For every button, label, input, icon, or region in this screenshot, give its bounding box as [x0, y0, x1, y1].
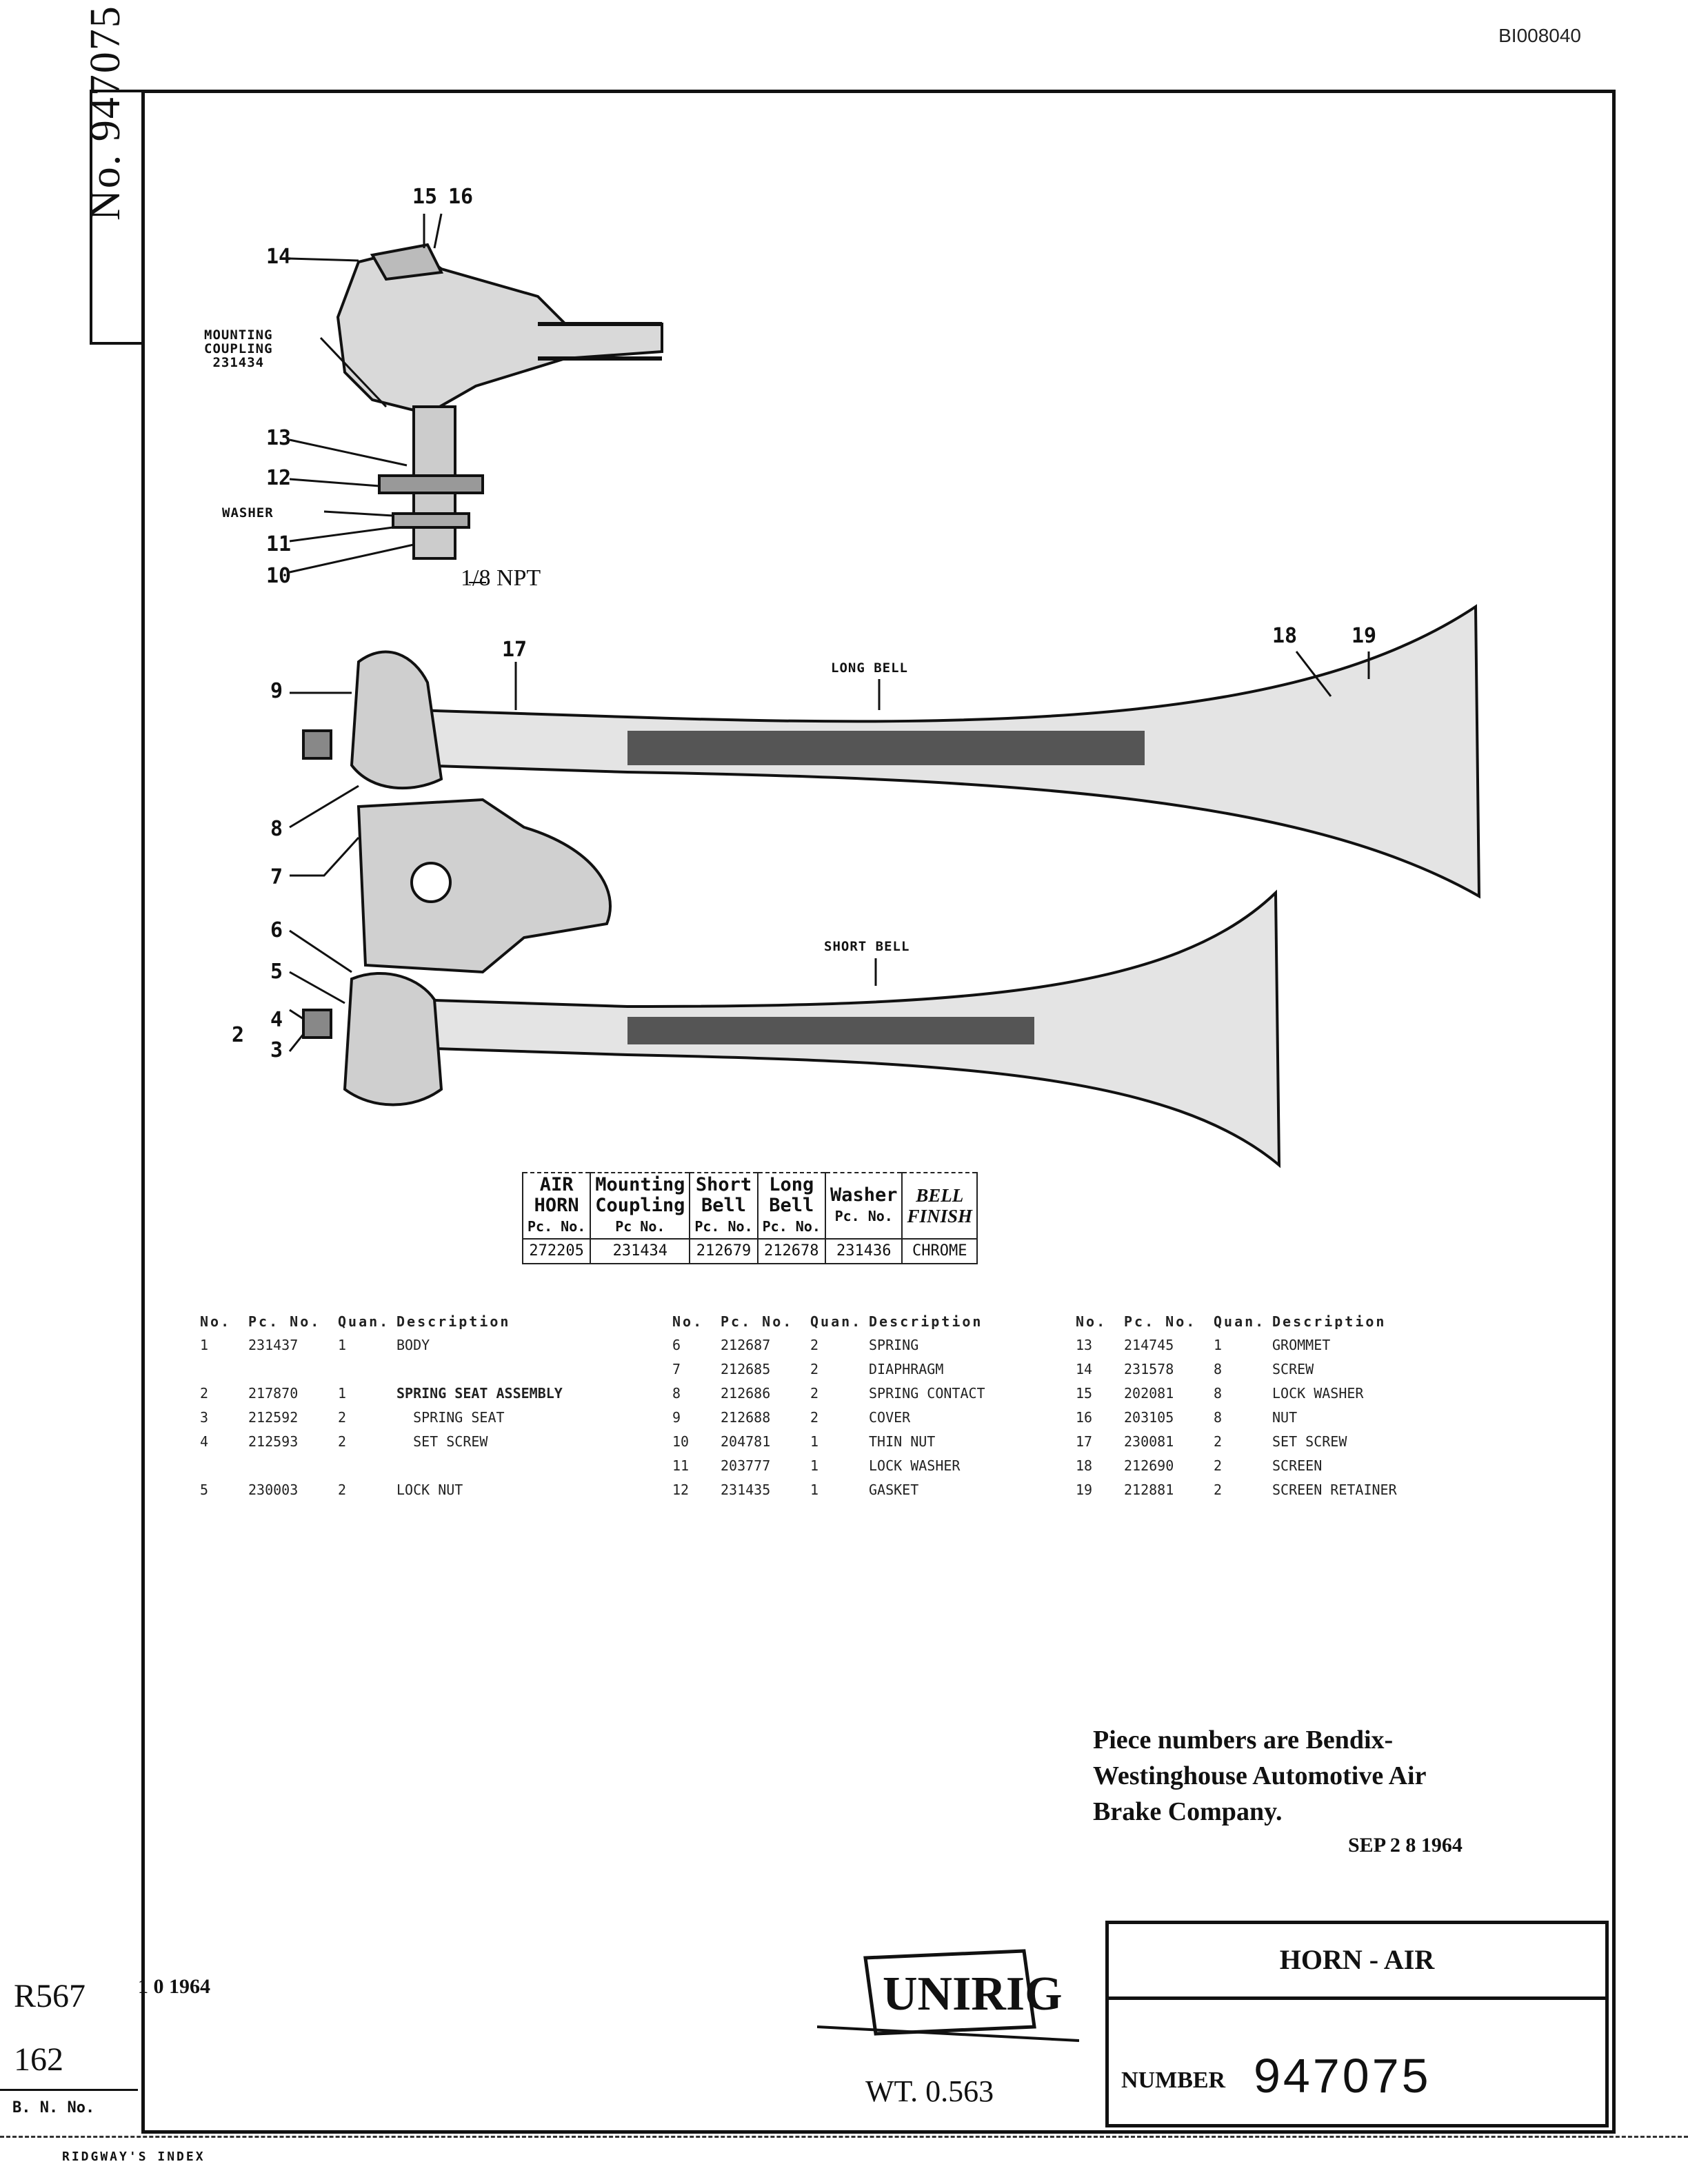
parts-list-col-1	[200, 1313, 624, 1506]
parts-row: 9 212688 2 COVER	[672, 1409, 911, 1426]
callout-19: 19	[1352, 624, 1377, 648]
pn-value-mounting: 231434	[590, 1239, 690, 1264]
parts-row	[200, 1457, 624, 1482]
pn-header-bell-finish: BELL FINISH	[902, 1173, 977, 1239]
pn-value-long-bell: 212678	[758, 1239, 825, 1264]
callout-5: 5	[270, 960, 283, 984]
callout-8: 8	[270, 817, 283, 841]
long-bell-shade	[627, 731, 1145, 765]
part-number-table	[522, 1172, 978, 1264]
drawing-title: HORN - AIR	[1279, 1944, 1435, 1975]
parts-row	[200, 1361, 624, 1385]
washer-label: WASHER	[222, 505, 274, 520]
parts-row: 15 202081 8 LOCK WASHER	[1076, 1385, 1364, 1402]
document-id: BI008040	[1498, 25, 1581, 46]
short-bell-shade	[627, 1017, 1034, 1044]
callout-10: 10	[266, 564, 292, 588]
parts-header: No. Pc. No. Quan. Description	[200, 1313, 511, 1330]
callout-4: 4	[270, 1008, 283, 1032]
callout-14: 14	[266, 245, 292, 269]
parts-row: 12 231435 1 GASKET	[672, 1482, 919, 1498]
parts-row: 10 204781 1 THIN NUT	[672, 1433, 936, 1450]
washer	[393, 514, 469, 527]
revision-mark-2: 162	[14, 2041, 63, 2078]
parts-row: 3 212592 2 SPRING SEAT	[200, 1409, 505, 1426]
parts-header: No. Pc. No. Quan. Description	[672, 1313, 983, 1330]
parts-list-col-3	[1076, 1313, 1500, 1506]
left-date: 1 0 1964	[138, 1975, 210, 1998]
callout-11: 11	[266, 532, 292, 556]
long-bell-label: LONG BELL	[831, 660, 908, 676]
callout-16: 16	[448, 185, 474, 209]
callout-17: 17	[502, 638, 528, 662]
pn-header-long-bell: Long Bell Pc. No.	[758, 1173, 825, 1239]
mounting-coupling-label: MOUNTING COUPLING 231434	[204, 327, 273, 370]
parts-row: 18 212690 2 SCREEN	[1076, 1457, 1323, 1474]
side-number: No. 947075	[82, 5, 129, 221]
bn-rule	[0, 2089, 138, 2091]
parts-row: 8 212686 2 SPRING CONTACT	[672, 1385, 985, 1402]
valve-cap	[372, 245, 441, 279]
date-stamp: SEP 2 8 1964	[1348, 1834, 1463, 1857]
parts-row: 5 230003 2 LOCK NUT	[200, 1482, 463, 1498]
callout-7: 7	[270, 865, 283, 889]
callout-15: 15	[412, 185, 438, 209]
npt-label: 1/8 NPT	[461, 565, 541, 591]
parts-row: 2 217870 1 SPRING SEAT ASSEMBLY	[200, 1385, 563, 1402]
bottom-rule	[0, 2136, 1688, 2138]
pn-header-air-horn: AIR HORN Pc. No.	[523, 1173, 590, 1239]
adjust-screw-lower	[303, 1010, 331, 1038]
pn-value-air-horn: 272205	[523, 1239, 590, 1264]
title-block	[1105, 1921, 1609, 2127]
piece-numbers-note: Piece numbers are Bendix- Westinghouse Automotive Air Brake Company.	[1093, 1726, 1427, 1826]
pn-header-washer: Washer Pc. No.	[825, 1173, 903, 1239]
drawing-number: 947075	[1254, 2049, 1431, 2103]
stamp-text: UNIRIG	[883, 1968, 1063, 2021]
pn-header-short-bell: Short Bell Pc. No.	[690, 1173, 757, 1239]
callout-6: 6	[270, 918, 283, 942]
parts-row: 11 203777 1 LOCK WASHER	[672, 1457, 961, 1474]
weight: WT. 0.563	[865, 2074, 994, 2108]
parts-row: 16 203105 8 NUT	[1076, 1409, 1298, 1426]
pn-value-finish: CHROME	[902, 1239, 977, 1264]
parts-row: 13 214745 1 GROMMET	[1076, 1337, 1331, 1353]
title-divider	[1109, 1996, 1605, 2000]
horn-bracket	[359, 800, 610, 972]
pn-value-washer: 231436	[825, 1239, 903, 1264]
adjust-screw-upper	[303, 731, 331, 758]
parts-row: 7 212685 2 DIAPHRAGM	[672, 1361, 944, 1377]
revision-mark-1: R567	[14, 1978, 86, 2014]
callout-18: 18	[1272, 624, 1298, 648]
stem-flange	[379, 476, 483, 493]
callout-9: 9	[270, 679, 283, 703]
parts-row: 14 231578 8 SCREW	[1076, 1361, 1314, 1377]
parts-row: 4 212593 2 SET SCREW	[200, 1433, 488, 1450]
pn-header-mounting: Mounting Coupling Pc No.	[590, 1173, 690, 1239]
horn-head-lower	[345, 973, 441, 1105]
parts-row: 17 230081 2 SET SCREW	[1076, 1433, 1347, 1450]
parts-row: 19 212881 2 SCREEN RETAINER	[1076, 1482, 1397, 1498]
parts-row: 1 231437 1 BODY	[200, 1337, 430, 1353]
pn-value-short-bell: 212679	[690, 1239, 757, 1264]
horn-head-upper	[352, 652, 441, 789]
number-label: NUMBER	[1121, 2067, 1226, 2093]
short-bell-label: SHORT BELL	[824, 939, 910, 954]
parts-list-col-2	[672, 1313, 1096, 1506]
callout-13: 13	[266, 426, 292, 450]
parts-row: 6 212687 2 SPRING	[672, 1337, 919, 1353]
parts-header: No. Pc. No. Quan. Description	[1076, 1313, 1387, 1330]
bn-number-label: B. N. No.	[12, 2099, 95, 2116]
callout-2: 2	[232, 1023, 245, 1047]
callout-3: 3	[270, 1038, 283, 1062]
footer-imprint: RIDGWAY'S INDEX	[62, 2150, 205, 2164]
callout-12: 12	[266, 466, 292, 490]
bracket-bolt	[412, 863, 450, 902]
